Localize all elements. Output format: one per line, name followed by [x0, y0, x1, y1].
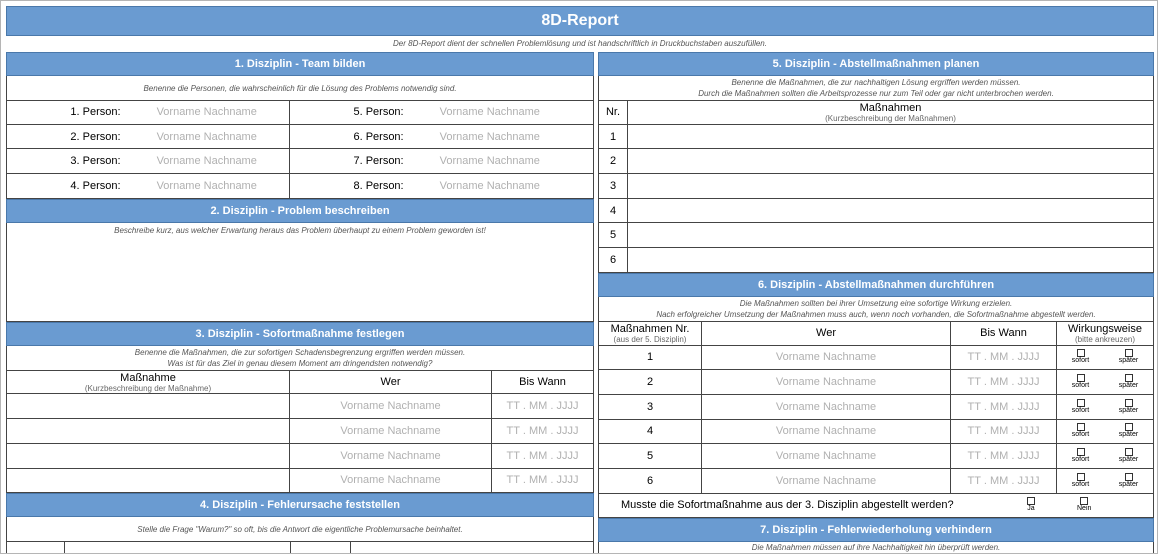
d6-effect-option[interactable]: [1119, 399, 1138, 415]
d3-note-line-1: Benenne die Maßnahmen, die zur sofortigen Schadensbegrenzung ergriffen werden müssen.: [134, 347, 466, 357]
d6-effect-label: später: [1118, 456, 1139, 464]
d6-effect-label: später: [1118, 382, 1139, 390]
checkbox-icon[interactable]: [1125, 473, 1133, 481]
d6-no-label: Nein: [1077, 505, 1092, 513]
d3-measure-row: [6, 444, 594, 469]
d3-measure-field[interactable]: [7, 394, 290, 418]
d1-header: 1. Disziplin - Team bilden: [6, 52, 594, 76]
checkbox-icon[interactable]: [1125, 399, 1133, 407]
d3-who-field[interactable]: Vorname Nachname: [290, 469, 492, 493]
d7-note: Die Maßnahmen müssen auf ihre Nachhaltigkeit hin überprüft werden.: [598, 542, 1154, 554]
d1-person-name-field[interactable]: Vorname Nachname: [439, 130, 540, 143]
d6-who-field[interactable]: Vorname Nachname: [702, 346, 951, 370]
d1-person-label: 1. Person:: [70, 106, 121, 119]
d3-until-field[interactable]: TT . MM . JJJJ: [506, 474, 579, 487]
d5-row-number: 3: [599, 174, 628, 198]
checkbox-icon[interactable]: [1077, 374, 1085, 382]
checkbox-icon[interactable]: [1077, 349, 1085, 357]
d3-measure-field[interactable]: [7, 469, 290, 493]
d3-col-measure: [7, 371, 290, 394]
d5-col-measures-label: Maßnahmen: [859, 101, 922, 114]
no-checkbox-icon[interactable]: [1080, 497, 1088, 505]
d2-header: 2. Disziplin - Problem beschreiben: [6, 199, 594, 223]
d6-effect-label: sofort: [1071, 406, 1090, 414]
d6-effect-label: später: [1118, 406, 1139, 414]
d6-col-effect-sub: (bitte ankreuzen): [1074, 334, 1136, 344]
d6-row-number: 5: [599, 444, 702, 468]
d6-col-effect: [1057, 322, 1153, 345]
d6-col-effect-label: Wirkungsweise: [1068, 322, 1142, 335]
d5-row-number: 5: [599, 223, 628, 247]
d6-until-field[interactable]: TT . MM . JJJJ: [951, 420, 1057, 444]
d5-measure-row: [598, 199, 1154, 224]
report-subtitle: Der 8D-Report dient der schnellen Problemlösung und ist handschriftlich in Druckbuchstaben auszufüllen.: [393, 39, 767, 48]
d1-person-label: 6. Person:: [353, 130, 404, 143]
d6-measure-row: [598, 370, 1154, 395]
d5-row-number: 6: [599, 248, 628, 272]
d1-person-label: 3. Person:: [70, 155, 121, 168]
d5-row-number: 2: [599, 149, 628, 173]
d6-effect-options: [1057, 420, 1153, 444]
d6-effect-option[interactable]: [1072, 473, 1090, 489]
d6-question: Musste die Sofortmaßnahme aus der 3. Disziplin abgestellt werden?: [621, 499, 954, 512]
d6-until-field[interactable]: TT . MM . JJJJ: [951, 370, 1057, 394]
d3-measure-field[interactable]: [7, 419, 290, 443]
d5-col-nr: Nr.: [599, 101, 628, 124]
d3-col-who: Wer: [290, 371, 492, 394]
d6-question-options: [1009, 494, 1153, 517]
d6-effect-option[interactable]: [1072, 423, 1090, 439]
d6-measure-table: [598, 346, 1154, 494]
d6-note-line-2: Nach erfolgreicher Umsetzung der Maßnahmen muss auch, wenn noch vorhanden, die Sofortmaßnahme abgestellt werden.: [656, 309, 1096, 319]
d6-col-nr-label: Maßnahmen Nr.: [610, 322, 690, 335]
d3-col-measure-label: Maßnahme: [120, 371, 176, 384]
right-column: [598, 52, 1154, 554]
d6-effect-option[interactable]: [1119, 448, 1138, 464]
d1-note: Benenne die Personen, die wahrscheinlich für die Lösung des Problems notwendig sind.: [6, 76, 594, 100]
d3-col-until: Bis Wann: [519, 376, 566, 389]
d6-row-number: 2: [599, 370, 702, 394]
d6-until-field[interactable]: TT . MM . JJJJ: [951, 346, 1057, 370]
d3-measure-table: [6, 394, 594, 493]
d6-row-number: 4: [599, 420, 702, 444]
d1-person-label: 4. Person:: [70, 179, 121, 192]
d5-measure-field[interactable]: [628, 125, 1153, 149]
d6-effect-options: [1057, 370, 1153, 394]
d2-note: Beschreibe kurz, aus welcher Erwartung heraus das Problem überhaupt zu einem Problem geworden ist!: [114, 225, 486, 235]
d5-header-row: [598, 100, 1154, 125]
d3-header-row: [6, 370, 594, 395]
d1-person-label: 7. Person:: [353, 155, 404, 168]
d6-note: [598, 297, 1154, 321]
d1-person-row: [6, 100, 594, 125]
checkbox-icon[interactable]: [1125, 349, 1133, 357]
d6-effect-option[interactable]: [1072, 448, 1090, 464]
d4-cause-row[interactable]: [6, 541, 594, 554]
d5-note-line-2: Durch die Maßnahmen sollten die Arbeitsprozesse nur zum Teil oder gar nicht unterbrochen werden.: [698, 89, 1054, 98]
d6-effect-label: später: [1118, 431, 1139, 439]
d6-effect-label: sofort: [1071, 456, 1090, 464]
d3-header: 3. Disziplin - Sofortmaßnahme festlegen: [6, 322, 594, 346]
d3-who-field[interactable]: Vorname Nachname: [290, 394, 492, 418]
d6-who-field[interactable]: Vorname Nachname: [702, 469, 951, 493]
d3-who-field[interactable]: Vorname Nachname: [290, 444, 492, 468]
d6-question-row: [598, 494, 1154, 518]
d3-measure-field[interactable]: [7, 444, 290, 468]
d6-yes-label: Ja: [1027, 505, 1035, 513]
d1-person-name-field[interactable]: Vorname Nachname: [439, 106, 540, 119]
d6-until-field[interactable]: TT . MM . JJJJ: [951, 469, 1057, 493]
d6-header: 6. Disziplin - Abstellmaßnahmen durchführen: [598, 273, 1154, 297]
d1-person-name-field[interactable]: Vorname Nachname: [121, 149, 290, 173]
d6-measure-row: [598, 469, 1154, 494]
d3-measure-row: [6, 469, 594, 494]
d5-col-measures: [628, 101, 1153, 124]
d6-who-field[interactable]: Vorname Nachname: [702, 370, 951, 394]
d5-row-number: 4: [599, 199, 628, 223]
d6-effect-option[interactable]: [1072, 349, 1090, 365]
d4-cell[interactable]: [7, 542, 65, 554]
d5-note-line-1: Benenne die Maßnahmen, die zur nachhaltigen Lösung ergriffen werden müssen.: [731, 78, 1021, 87]
d6-effect-options: [1057, 346, 1153, 370]
d6-measure-row: [598, 346, 1154, 371]
d1-person-name-field[interactable]: Vorname Nachname: [121, 125, 290, 149]
d4-cell[interactable]: [65, 542, 291, 554]
d1-person-row: [6, 174, 594, 199]
d4-cell[interactable]: [291, 542, 351, 554]
d1-person-label: 2. Person:: [70, 130, 121, 143]
d3-who-field[interactable]: Vorname Nachname: [290, 419, 492, 443]
d6-header-row: [598, 321, 1154, 346]
checkbox-icon[interactable]: [1125, 423, 1133, 431]
yes-checkbox-icon[interactable]: [1027, 497, 1035, 505]
d6-effect-label: später: [1118, 357, 1139, 365]
d6-measure-row: [598, 444, 1154, 469]
d5-measure-row: [598, 248, 1154, 273]
d6-effect-option[interactable]: [1119, 473, 1138, 489]
d6-note-line-1: Die Maßnahmen sollten bei ihrer Umsetzung eine sofortige Wirkung erzielen.: [739, 298, 1013, 308]
checkbox-icon[interactable]: [1077, 473, 1085, 481]
d6-effect-label: später: [1118, 480, 1139, 488]
d6-col-nr: [599, 322, 702, 345]
d5-measure-row: [598, 125, 1154, 150]
d5-header: 5. Disziplin - Abstellmaßnahmen planen: [598, 52, 1154, 76]
d6-effect-option[interactable]: [1119, 423, 1138, 439]
d6-measure-row: [598, 420, 1154, 445]
d3-measure-row: [6, 394, 594, 419]
d1-person-name-field[interactable]: Vorname Nachname: [121, 101, 290, 124]
d6-col-until: Bis Wann: [951, 322, 1057, 345]
d5-note: [598, 76, 1154, 100]
d6-effect-option[interactable]: [1119, 374, 1138, 390]
d6-effect-label: sofort: [1071, 357, 1090, 365]
d3-until-field[interactable]: TT . MM . JJJJ: [506, 449, 579, 462]
d6-measure-row: [598, 395, 1154, 420]
d1-person-name-field[interactable]: Vorname Nachname: [439, 155, 540, 168]
d6-effect-label: sofort: [1071, 382, 1090, 390]
left-column: [6, 52, 594, 554]
d1-person-table: [6, 100, 594, 199]
d4-cell[interactable]: [351, 542, 593, 554]
d1-person-row: [6, 125, 594, 150]
d6-col-nr-sub: (aus der 5. Disziplin): [613, 334, 687, 344]
d6-who-field[interactable]: Vorname Nachname: [702, 420, 951, 444]
d5-measure-field[interactable]: [628, 199, 1153, 223]
d3-until-field[interactable]: TT . MM . JJJJ: [506, 424, 579, 437]
d4-note: Stelle die Frage "Warum?" so oft, bis die Antwort die eigentliche Problemursache beinhaltet.: [6, 517, 594, 541]
checkbox-icon[interactable]: [1077, 399, 1085, 407]
d6-until-field[interactable]: TT . MM . JJJJ: [951, 444, 1057, 468]
d2-problem-area[interactable]: [6, 223, 594, 322]
d6-effect-options: [1057, 395, 1153, 419]
d3-until-field[interactable]: TT . MM . JJJJ: [506, 400, 579, 413]
d5-row-number: 1: [599, 125, 628, 149]
d5-measure-row: [598, 174, 1154, 199]
d5-measure-row: [598, 223, 1154, 248]
report-title: 8D-Report: [6, 6, 1154, 36]
d6-effect-option[interactable]: [1072, 399, 1090, 415]
d1-person-label: 5. Person:: [353, 106, 404, 119]
d6-yes-option[interactable]: [1027, 497, 1035, 513]
d3-note-line-2: Was ist für das Ziel in genau diesem Moment am dringendsten notwendig?: [167, 358, 433, 368]
d1-person-row: [6, 149, 594, 174]
d6-until-field[interactable]: TT . MM . JJJJ: [951, 395, 1057, 419]
d6-effect-option[interactable]: [1072, 374, 1090, 390]
d7-header: 7. Disziplin - Fehlerwiederholung verhindern: [598, 518, 1154, 542]
d5-measure-field[interactable]: [628, 149, 1153, 173]
d6-no-option[interactable]: [1077, 497, 1091, 513]
d6-effect-option[interactable]: [1119, 349, 1138, 365]
d6-effect-options: [1057, 469, 1153, 493]
d6-row-number: 1: [599, 346, 702, 370]
checkbox-icon[interactable]: [1077, 423, 1085, 431]
d3-note: [6, 346, 594, 370]
checkbox-icon[interactable]: [1077, 448, 1085, 456]
d4-header: 4. Disziplin - Fehlerursache feststellen: [6, 493, 594, 517]
d5-col-measures-sub: (Kurzbeschreibung der Maßnahmen): [825, 113, 956, 123]
d3-col-measure-sub: (Kurzbeschreibung der Maßnahme): [84, 383, 212, 393]
d6-row-number: 6: [599, 469, 702, 493]
d6-who-field[interactable]: Vorname Nachname: [702, 444, 951, 468]
checkbox-icon[interactable]: [1125, 374, 1133, 382]
d5-measure-table: [598, 125, 1154, 273]
d6-effect-options: [1057, 444, 1153, 468]
d5-measure-field[interactable]: [628, 248, 1153, 272]
d6-row-number: 3: [599, 395, 702, 419]
d5-measure-row: [598, 149, 1154, 174]
checkbox-icon[interactable]: [1125, 448, 1133, 456]
d6-effect-label: sofort: [1071, 480, 1090, 488]
d1-person-name-field[interactable]: Vorname Nachname: [121, 174, 290, 198]
d1-person-label: 8. Person:: [353, 179, 404, 192]
d1-person-name-field[interactable]: Vorname Nachname: [439, 179, 540, 192]
d6-col-who: Wer: [702, 322, 951, 345]
d5-measure-field[interactable]: [628, 174, 1153, 198]
d6-effect-label: sofort: [1071, 431, 1090, 439]
d3-measure-row: [6, 419, 594, 444]
d5-measure-field[interactable]: [628, 223, 1153, 247]
d6-who-field[interactable]: Vorname Nachname: [702, 395, 951, 419]
